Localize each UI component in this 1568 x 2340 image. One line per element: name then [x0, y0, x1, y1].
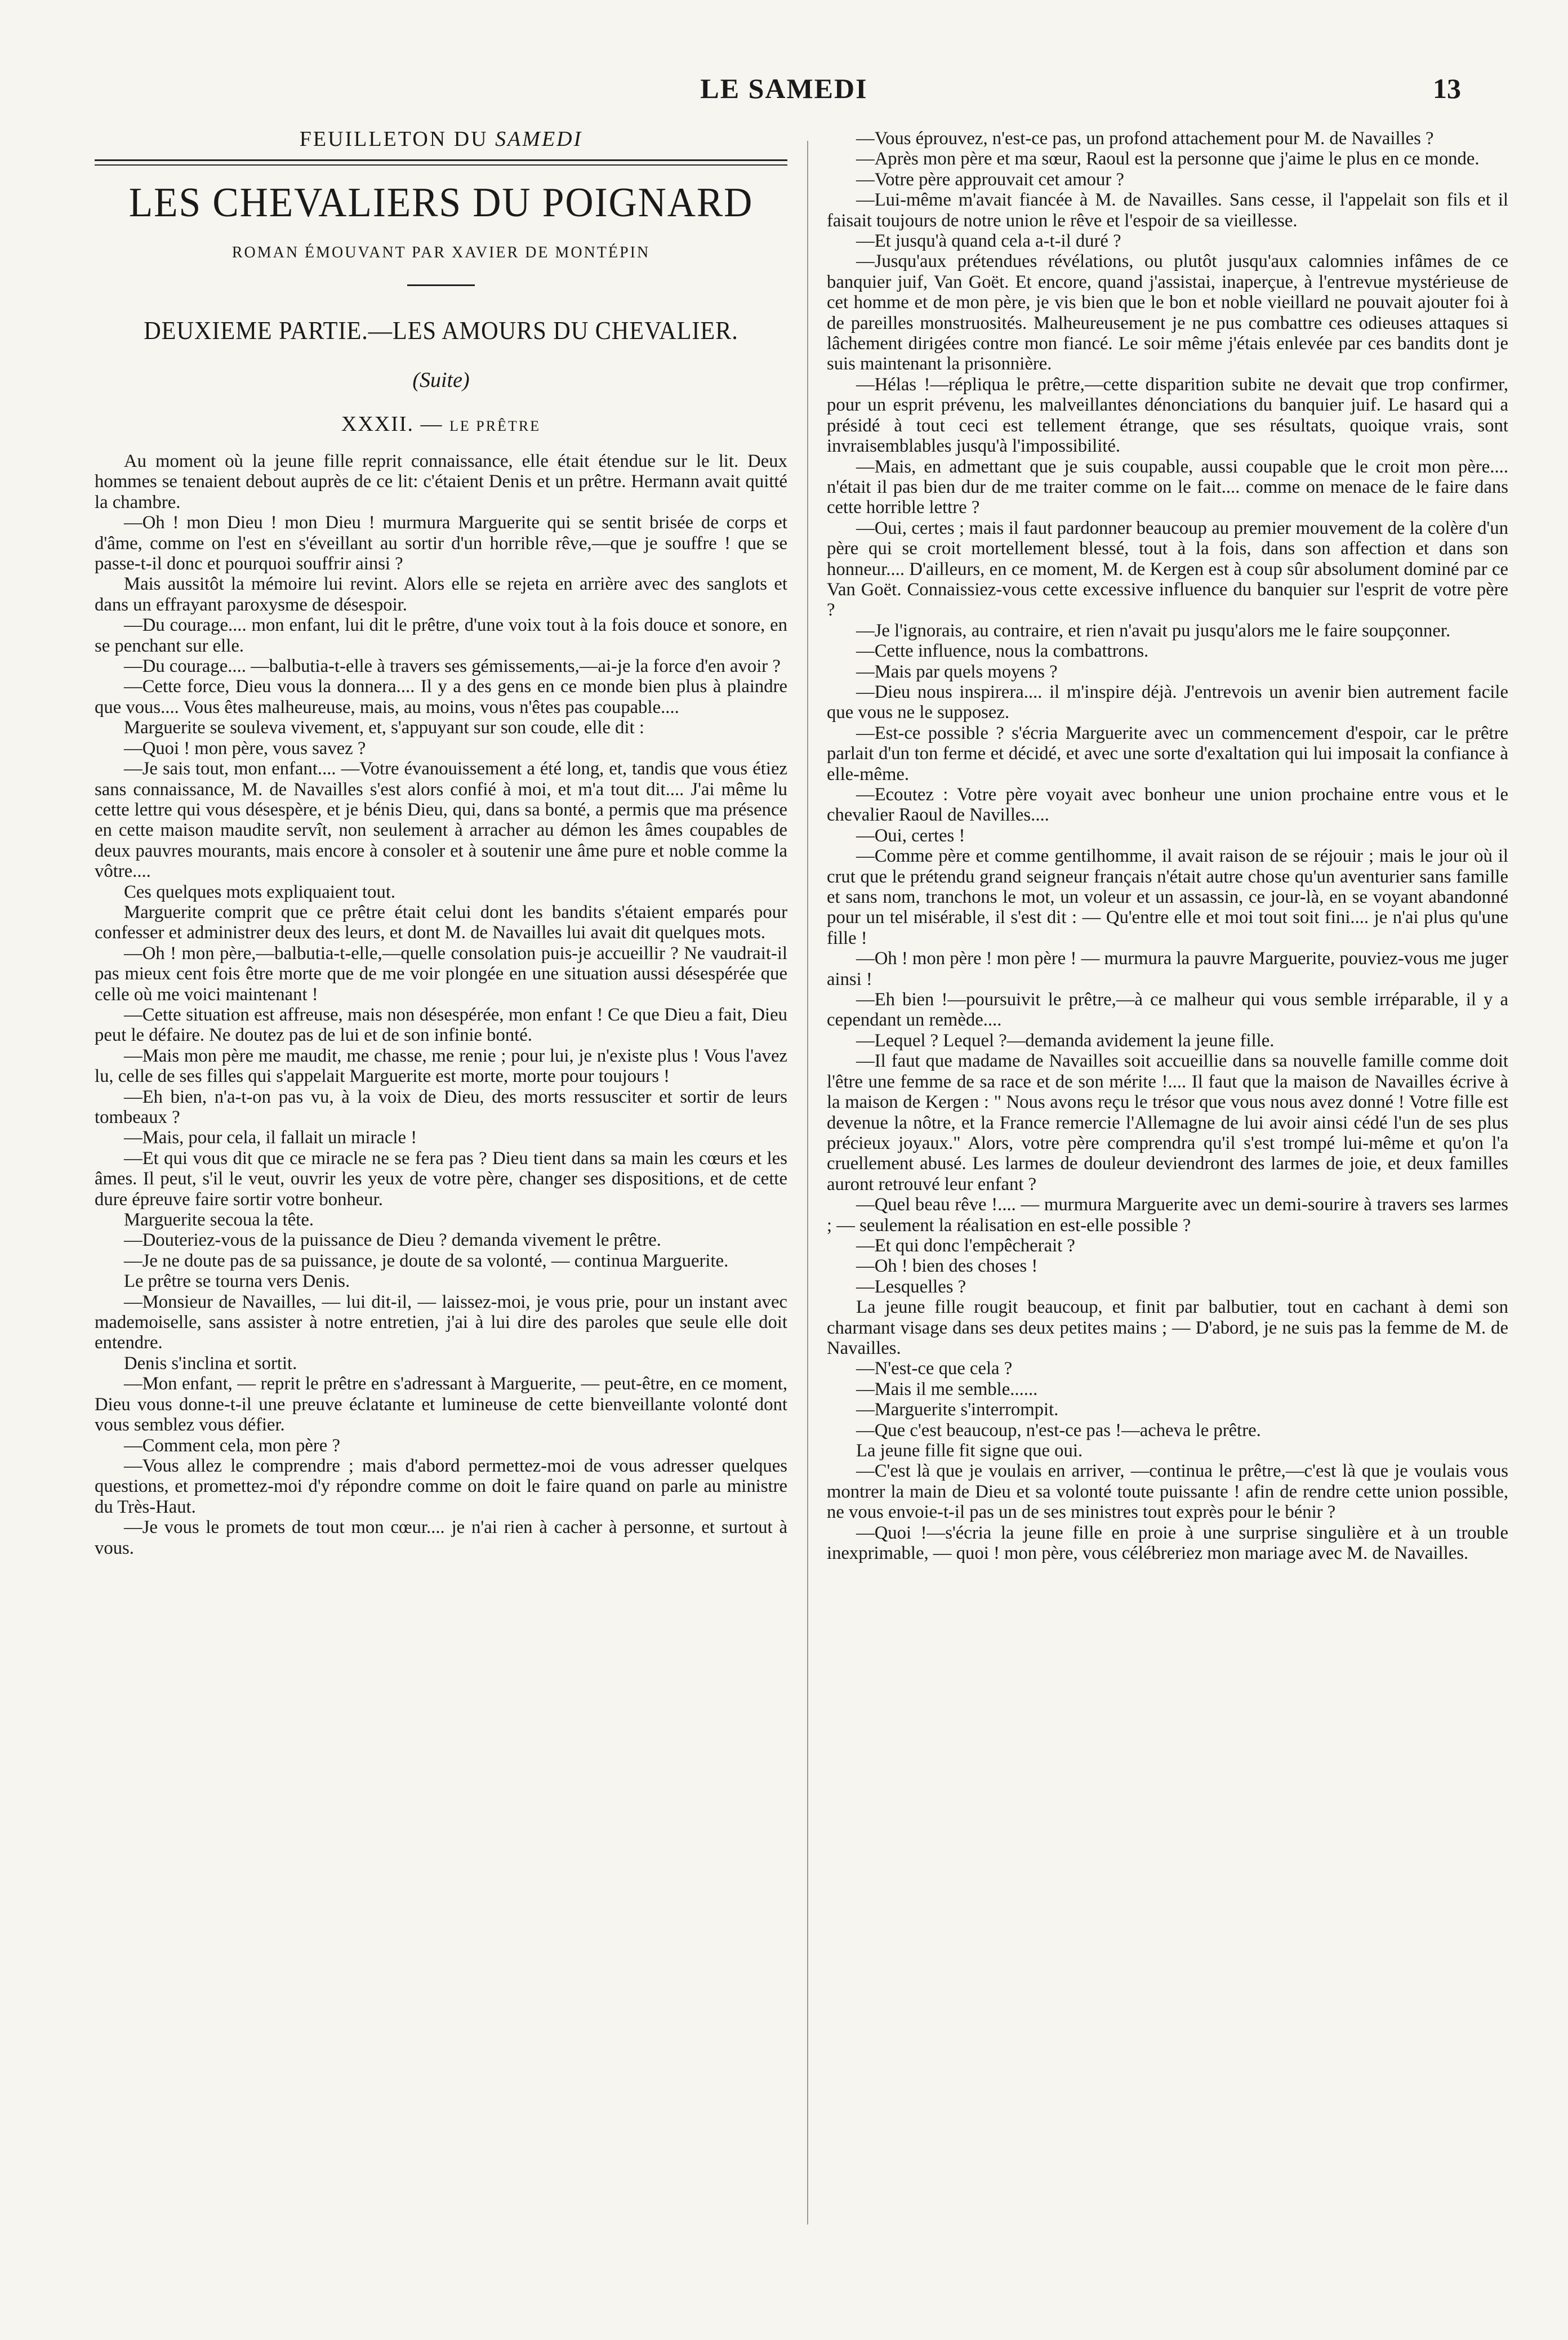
left-column — [95, 127, 787, 1558]
paragraph: —Quel beau rêve !.... — murmura Marguerite avec un demi-sourire à travers ses larmes ; — seulement la réalisation en est-elle possible ? — [827, 1194, 1508, 1236]
paragraph: —Du courage.... —balbutia-t-elle à travers ses gémissements,—ai-je la force d'en avoir ? — [124, 656, 781, 677]
paragraph: —Mais par quels moyens ? — [856, 661, 1058, 682]
paragraph: Denis s'inclina et sortit. — [124, 1353, 297, 1374]
paragraph: —Après mon père et ma sœur, Raoul est la personne que j'aime le plus en ce monde. — [856, 149, 1480, 170]
paragraph: —Que c'est beaucoup, n'est-ce pas !—acheva le prêtre. — [856, 1420, 1261, 1441]
chapter-title: LE PRÊTRE — [449, 418, 541, 434]
paragraph: —Monsieur de Navailles, — lui dit-il, — laissez-moi, je vous prie, pour un instant avec mademoiselle, sans assister à notre entretien, j'ai à lui dire des paroles que seule elle doit entendre. — [95, 1291, 787, 1353]
paragraph: —Vous éprouvez, n'est-ce pas, un profond attachement pour M. de Navailles ? — [856, 128, 1434, 149]
column-divider — [807, 141, 808, 2225]
paragraph: —Oui, certes ; mais il faut pardonner beaucoup au premier mouvement de la colère d'un père qui se croit mortellement blessé, tout à la fois, dans son affection et dans son honneur.... D'ailleurs, en ce moment, M. de Kergen est à coup sûr absolument dominé par ce Van Goët. Connaissiez-vous cette excessive influence du banquier sur l'esprit de votre père ? — [827, 518, 1508, 621]
paragraph: La jeune fille fit signe que oui. — [856, 1441, 1083, 1461]
left-article-text — [95, 451, 787, 1558]
paragraph: —Hélas !—répliqua le prêtre,—cette disparition subite ne devait que trop confirmer, pour un esprit prévenu, les malveillantes dénonciations du banquier juif. Le hasard qui a présidé à tout ceci est tellement étrange, que ses résultats, quoique vrais, sont invraisemblables jusqu'à l'impossibilité. — [827, 374, 1508, 457]
newspaper-title: LE SAMEDI — [700, 73, 868, 104]
paragraph: —Quoi !—s'écria la jeune fille en proie à une surprise singulière et à un trouble inexprimable, — quoi ! mon père, vous célébreriez mon mariage avec M. de Navailles. — [827, 1522, 1508, 1564]
paragraph: —N'est-ce que cela ? — [856, 1358, 1013, 1379]
feuilleton-label — [95, 127, 787, 151]
paragraph: Marguerite secoua la tête. — [124, 1210, 314, 1231]
byline: ROMAN ÉMOUVANT PAR XAVIER DE MONTÉPIN — [231, 244, 651, 261]
paragraph: —Comment cela, mon père ? — [124, 1435, 340, 1456]
paragraph: —Et qui donc l'empêcherait ? — [856, 1235, 1075, 1256]
paragraph: —Je l'ignorais, au contraire, et rien n'avait pu jusqu'alors me le faire soupçonner. — [856, 620, 1451, 641]
paragraph: —Et jusqu'à quand cela a-t-il duré ? — [856, 231, 1121, 252]
paragraph: —Lequel ? Lequel ?—demanda avidement la jeune fille. — [856, 1030, 1275, 1051]
suite-label: (Suite) — [412, 368, 470, 392]
novel-title: LES CHEVALIERS DU POIGNARD — [128, 180, 754, 226]
paragraph: Marguerite se souleva vivement, et, s'appuyant sur son coude, elle dit : — [124, 717, 644, 738]
paragraph: —Lui-même m'avait fiancée à M. de Navailles. Sans cesse, il l'appelait son fils et il faisait toujours de notre union le rêve et l'espoir de sa vieillesse. — [827, 190, 1508, 231]
paragraph: —Jusqu'aux prétendues révélations, ou plutôt jusqu'aux calomnies infâmes de ce banquier juif, Van Goët. Et encore, quand j'assistai, inaperçue, à l'entrevue mystérieuse de cet homme et de mon père, je vis bien que le bon et noble vieillard ne pouvait ajouter foi à de pareilles monstruosités. Malheureusement je ne pus combattre ces odieuses attaques si lâchement dirigées contre mon fiancé. Le soir même j'étais enlevée par ces bandits dont je suis maintenant la prisonnière. — [827, 251, 1508, 375]
paragraph: —C'est là que je voulais en arriver, —continua le prêtre,—c'est là que je voulais vous montrer la main de Dieu et sa volonté toute puissante ! afin de rendre cette union possible, ne vous envoie-t-il pas un de ses ministres tout exprès pour le bénir ? — [827, 1461, 1508, 1523]
feuilleton-label-italic: SAMEDI — [495, 127, 583, 151]
paragraph: —Oh ! mon père,—balbutia-t-elle,—quelle consolation puis-je accueillir ? Ne vaudrait-il pas mieux cent fois être morte que de me voir plongée en une situation aussi désespérée que celle où me voici maintenant ! — [95, 943, 787, 1005]
right-column — [827, 128, 1508, 1563]
paragraph: —Cette situation est affreuse, mais non désespérée, mon enfant ! Ce que Dieu a fait, Dieu peut le défaire. Ne doutez pas de lui et de son infinie bonté. — [95, 1004, 787, 1046]
paragraph: —Lesquelles ? — [856, 1276, 966, 1297]
paragraph: —Ecoutez : Votre père voyait avec bonheur une union prochaine entre vous et le chevalier Raoul de Navilles.... — [827, 785, 1508, 826]
right-article-text — [827, 128, 1508, 1563]
paragraph: —Oh ! mon père ! mon père ! — murmura la pauvre Marguerite, pouviez-vous me juger ainsi ! — [827, 948, 1508, 990]
paragraph: —Mon enfant, — reprit le prêtre en s'adressant à Marguerite, — peut-être, en ce moment, Dieu vous donne-t-il une preuve éclatante et lumineuse de cette bienveillante volonté dont vous semblez vous défier. — [95, 1374, 787, 1436]
paragraph: —Dieu nous inspirera.... il m'inspire déjà. J'entrevois un avenir bien autrement facile que vous ne le supposez. — [827, 681, 1508, 723]
paragraph: —Marguerite s'interrompit. — [856, 1399, 1059, 1420]
title-rule — [95, 159, 787, 166]
chapter-number: XXXII. — — [341, 412, 443, 436]
paragraph: —Je ne doute pas de sa puissance, je doute de sa volonté, — continua Marguerite. — [124, 1250, 729, 1271]
paragraph: Marguerite comprit que ce prêtre était celui dont les bandits s'étaient emparés pour confesser et administrer deux des leurs, et dont M. de Navailles lui avait dit quelques mots. — [95, 902, 787, 943]
paragraph: —Du courage.... mon enfant, lui dit le prêtre, d'une voix tout à la fois douce et sonore, en se penchant sur elle. — [95, 615, 787, 656]
paragraph: Ces quelques mots expliquaient tout. — [124, 881, 396, 902]
feuilleton-label-text: FEUILLETON DU — [299, 127, 488, 151]
paragraph: Mais aussitôt la mémoire lui revint. Alors elle se rejeta en arrière avec des sanglots et dans un effrayant paroxysme de désespoir. — [95, 574, 787, 615]
chapter-heading — [95, 412, 787, 436]
paragraph: —Mais, pour cela, il fallait un miracle ! — [124, 1127, 417, 1148]
paragraph: —Vous allez le comprendre ; mais d'abord permettez-moi de vous adresser quelques questions, et promettez-moi d'y répondre comme on doit le faire quand on parle au ministre du Très-Haut. — [95, 1455, 787, 1517]
paragraph: —Cette influence, nous la combattrons. — [856, 641, 1149, 662]
paragraph: La jeune fille rougit beaucoup, et finit par balbutier, tout en cachant à demi son charmant visage dans ses deux petites mains ; — D'abord, je ne suis pas la femme de M. de Navailles. — [827, 1297, 1508, 1358]
paragraph: Le prêtre se tourna vers Denis. — [124, 1271, 350, 1292]
paragraph: —Il faut que madame de Navailles soit accueillie dans sa nouvelle famille comme doit l'être une femme de sa race et de son mérite !.... Il faut que la maison de Navailles écrive à la maison de Kergen : " Nous avons reçu le trésor que vous nous avez donné ! Votre fille est devenue la nôtre, et la France remercie l'Allemagne de lui avoir ainsi cédé l'un de ses plus précieux joyaux." Alors, votre père comprendra qu'il s'est trompé lui-même et qu'on l'a cruellement abusé. Les larmes de douleur deviendront des larmes de joie, et deux familles auront retrouvé leur enfant ? — [827, 1051, 1508, 1194]
paragraph: —Oh ! bien des choses ! — [856, 1256, 1038, 1277]
paragraph: —Je vous le promets de tout mon cœur.... je n'ai rien à cacher à personne, et surtout à vous. — [95, 1517, 787, 1558]
paragraph: Au moment où la jeune fille reprit connaissance, elle était étendue sur le lit. Deux hommes se tenaient debout auprès de ce lit: c'étaient Denis et un prêtre. Hermann avait quitté la chambre. — [95, 451, 787, 512]
paragraph: —Mais, en admettant que je suis coupable, aussi coupable que le croit mon père.... n'était il pas bien dur de me traiter comme on le fait.... comme on menace de le faire dans cette horrible lettre ? — [827, 456, 1508, 518]
paragraph: —Comme père et comme gentilhomme, il avait raison de se réjouir ; mais le jour où il crut que le prétendu grand seigneur français n'était autre chose qu'un aventurier sans famille et sans nom, tranchons le mot, un voleur et un assassin, ce jour-là, en se voyant abandonné pour un tel misérable, il s'est dit : — Qu'entre elle et moi tout soit fini.... je n'ai plus qu'une fille ! — [827, 846, 1508, 948]
paragraph: —Je sais tout, mon enfant.... —Votre évanouissement a été long, et, tandis que vous étiez sans connaissance, M. de Navailles s'est alors confié à moi, et m'a tout dit.... J'ai même lu cette lettre qui vous désespère, et je bénis Dieu, qui, dans sa bonté, a permis que ma présence en cette maison maudite servît, non seulement à arracher au démon les âmes coupables de deux pauvres mourants, mais encore à consoler et à soutenir une âme pure et noble comme la vôtre.... — [95, 759, 787, 882]
separator-rule — [407, 284, 475, 286]
paragraph: —Oui, certes ! — [856, 825, 965, 846]
paragraph: —Mais mon père me maudit, me chasse, me renie ; pour lui, je n'existe plus ! Vous l'avez lu, celle de ses filles qui s'appelait Marguerite est morte, morte pour toujours ! — [95, 1045, 787, 1087]
paragraph: —Votre père approuvait cet amour ? — [856, 169, 1124, 190]
paragraph: —Quoi ! mon père, vous savez ? — [124, 738, 366, 759]
page-number: 13 — [1433, 73, 1461, 104]
paragraph: —Oh ! mon Dieu ! mon Dieu ! murmura Marguerite qui se sentit brisée de corps et d'âme, comme on l'est en s'éveillant au sortir d'un horrible rêve,—que je souffre ! que se passe-t-il donc et pourquoi souffrir ainsi ? — [95, 512, 787, 574]
paragraph: —Cette force, Dieu vous la donnera.... Il y a des gens en ce monde bien plus à plaindre que vous.... Vous êtes malheureuse, mais, au moins, vous n'êtes pas coupable.... — [95, 676, 787, 717]
paragraph: —Eh bien !—poursuivit le prêtre,—à ce malheur qui vous semble irréparable, il y a cependant un remède.... — [827, 990, 1508, 1031]
running-head — [84, 72, 1484, 112]
paragraph: —Et qui vous dit que ce miracle ne se fera pas ? Dieu tient dans sa main les cœurs et les âmes. Il peut, s'il le veut, ouvrir les yeux de votre père, changer ses dispositions, et de cette dure épreuve faire sortir votre bonheur. — [95, 1148, 787, 1210]
paragraph: —Est-ce possible ? s'écria Marguerite avec un commencement d'espoir, car le prêtre parlait d'un ton ferme et décidé, et avec une sorte d'exaltation qui lui imposait la confiance à elle-même. — [827, 723, 1508, 785]
paragraph: —Eh bien, n'a-t-on pas vu, à la voix de Dieu, des morts ressusciter et sortir de leurs tombeaux ? — [95, 1086, 787, 1127]
paragraph: —Mais il me semble...... — [856, 1379, 1038, 1399]
part-title: DEUXIEME PARTIE.—LES AMOURS DU CHEVALIER. — [144, 316, 738, 345]
paragraph: —Douteriez-vous de la puissance de Dieu ? demanda vivement le prêtre. — [124, 1230, 661, 1251]
